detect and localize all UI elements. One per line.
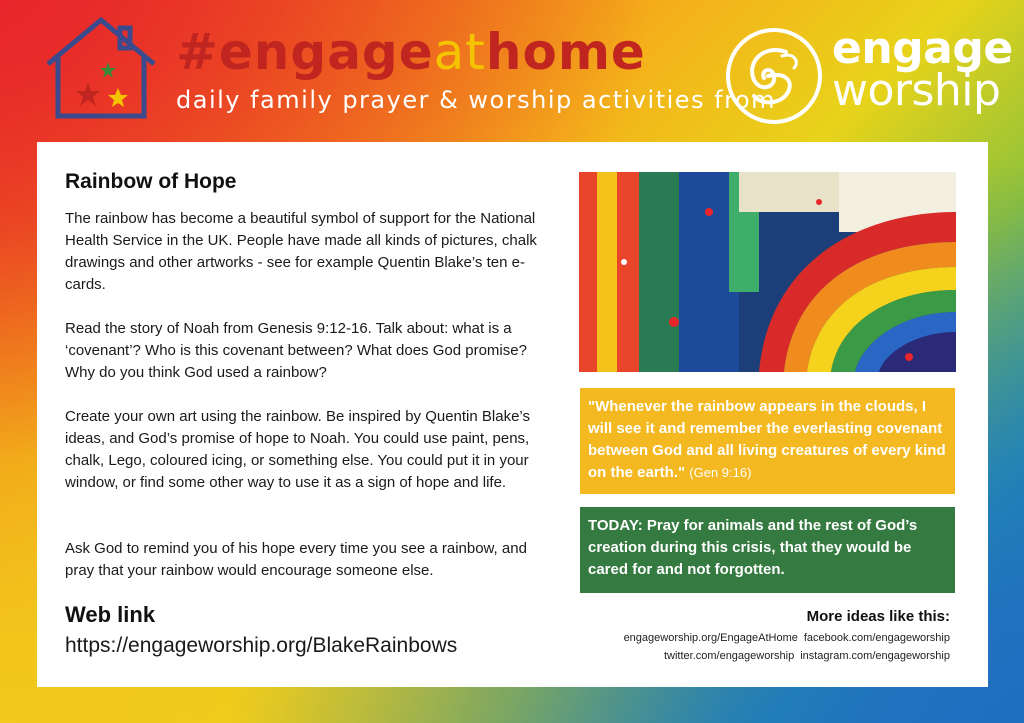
- today-prayer-text: TODAY: Pray for animals and the rest of God’s creation during this crisis, that they would be cared for and not forgotten.: [588, 517, 918, 578]
- today-prayer-box: [580, 507, 955, 593]
- engage-worship-logo-icon: [724, 26, 824, 126]
- logo-line-engage: engage: [832, 23, 1013, 74]
- engageathome-title: [176, 22, 646, 82]
- logo-line-worship: worship: [832, 65, 1001, 116]
- rainbow-painting-image: [579, 172, 956, 372]
- more-ideas-heading: More ideas like this:: [806, 608, 950, 625]
- link-instagram[interactable]: instagram.com/engageworship: [800, 650, 950, 662]
- paragraph-2: Read the story of Noah from Genesis 9:12-16. Talk about: what is a ‘covenant’? Who is this covenant between? What does God promise? Why do you think God used a rainbow?: [65, 320, 527, 381]
- house-logo-icon: [40, 12, 162, 122]
- tag-home-text: home: [485, 23, 646, 81]
- tag-at-text: at: [433, 23, 486, 81]
- link-engageathome[interactable]: engageworship.org/EngageAtHome: [623, 632, 798, 644]
- web-link-heading: Web link: [65, 602, 156, 627]
- paragraph-1: The rainbow has become a beautiful symbol of support for the National Health Service in the UK. People have made all kinds of pictures, chalk drawings and other artworks - see for example Quentin Blake’s ten e-cards.: [65, 210, 537, 293]
- subtitle: daily family prayer & worship activities from: [176, 86, 777, 114]
- activity-title: Rainbow of Hope: [65, 170, 237, 193]
- link-twitter[interactable]: twitter.com/engageworship: [663, 650, 795, 662]
- link-facebook[interactable]: facebook.com/engageworship: [803, 632, 950, 644]
- web-link-url[interactable]: https://engageworship.org/BlakeRainbows: [65, 634, 458, 657]
- activity-card: [37, 142, 988, 687]
- scripture-quote: "Whenever the rainbow appears in the clouds, I will see it and remember the everlasting covenant between God and all living creatures of every kind on the earth.": [588, 398, 946, 481]
- engage-worship-wordmark: [832, 23, 1013, 116]
- scripture-quote-box: [580, 388, 955, 494]
- more-links-row-2: [658, 650, 950, 662]
- paragraph-4: Ask God to remind you of his hope every time you see a rainbow, and pray that your rainbow would encourage someone else.: [65, 540, 527, 579]
- tag-hash-text: #engage: [176, 23, 434, 81]
- more-links-row-1: [618, 632, 950, 644]
- scripture-reference: (Gen 9:16): [689, 465, 752, 480]
- paragraph-3: Create your own art using the rainbow. Be inspired by Quentin Blake’s ideas, and God’s promise of hope to Noah. You could use paint, pens, chalk, Lego, coloured icing, or something else. You could put it in your window, or find some other way to use it as a sign of hope and life.: [65, 408, 530, 491]
